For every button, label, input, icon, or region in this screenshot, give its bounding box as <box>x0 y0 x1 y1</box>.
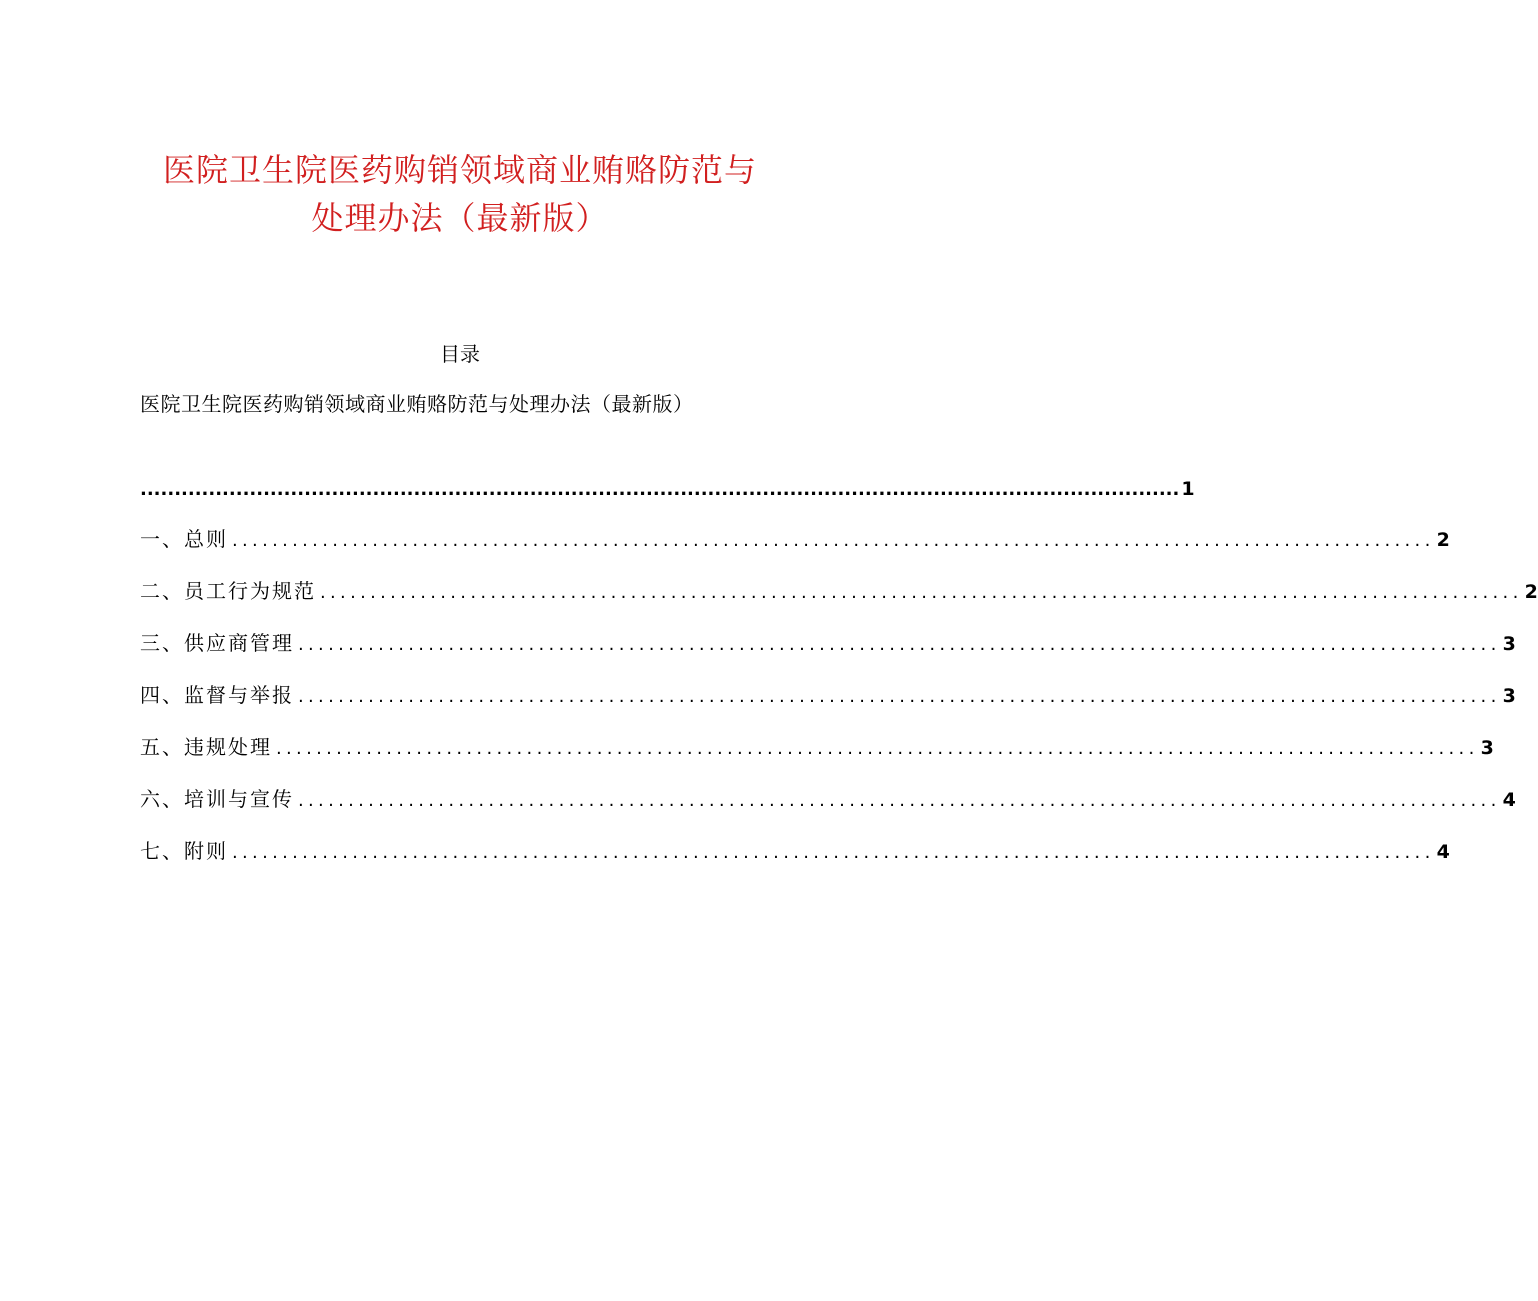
toc-entry[interactable] <box>140 678 1516 712</box>
toc-entry[interactable] <box>140 626 1516 660</box>
toc-page-number: 3 <box>1480 737 1494 759</box>
toc-entry[interactable] <box>140 834 1450 868</box>
toc-dot-leader: ........................................................................................................................ <box>232 842 1435 863</box>
toc-page-number: 3 <box>1502 633 1516 655</box>
toc-dot-leader: ........................................................................................................................................................ <box>140 479 1180 500</box>
toc-entry-main-title-leader[interactable] <box>140 473 1195 505</box>
toc-entry-label: 五、违规处理 <box>140 735 272 759</box>
toc-dot-leader: ........................................................................................................................ <box>298 790 1501 811</box>
toc-entry-label: 七、附则 <box>140 839 228 863</box>
toc-entry-label: 二、员工行为规范 <box>140 579 316 603</box>
toc-page-number: 4 <box>1502 789 1516 811</box>
toc-entry-label: 三、供应商管理 <box>140 631 294 655</box>
toc-page-number: 3 <box>1502 685 1516 707</box>
toc-dot-leader: ........................................................................................................................ <box>298 686 1501 707</box>
document-title-line-1: 医院卫生院医药购销领域商业贿赂防范与 <box>162 151 757 189</box>
toc-page-number: 1 <box>1181 478 1195 500</box>
toc-entry[interactable] <box>140 522 1450 556</box>
toc-page-number: 4 <box>1436 841 1450 863</box>
toc-heading: 目录 <box>440 342 480 366</box>
toc-entry[interactable] <box>140 782 1516 816</box>
toc-entry-label: 六、培训与宣传 <box>140 787 294 811</box>
toc-entry[interactable] <box>140 574 1538 608</box>
toc-dot-leader: ........................................................................................................................ <box>276 738 1479 759</box>
document-title-line-2: 处理办法（最新版） <box>311 199 609 237</box>
toc-entry-main-title[interactable]: 医院卫生院医药购销领域商业贿赂防范与处理办法（最新版） <box>140 392 694 416</box>
toc-entry-label: 一、总则 <box>140 527 228 551</box>
toc-page-number: 2 <box>1524 581 1538 603</box>
toc-dot-leader: ........................................................................................................................ <box>298 634 1501 655</box>
toc-entry[interactable] <box>140 730 1494 764</box>
toc-page-number: 2 <box>1436 529 1450 551</box>
toc-dot-leader: ........................................................................................................................ <box>320 582 1523 603</box>
toc-dot-leader: ........................................................................................................................ <box>232 530 1435 551</box>
toc-entry-label: 四、监督与举报 <box>140 683 294 707</box>
